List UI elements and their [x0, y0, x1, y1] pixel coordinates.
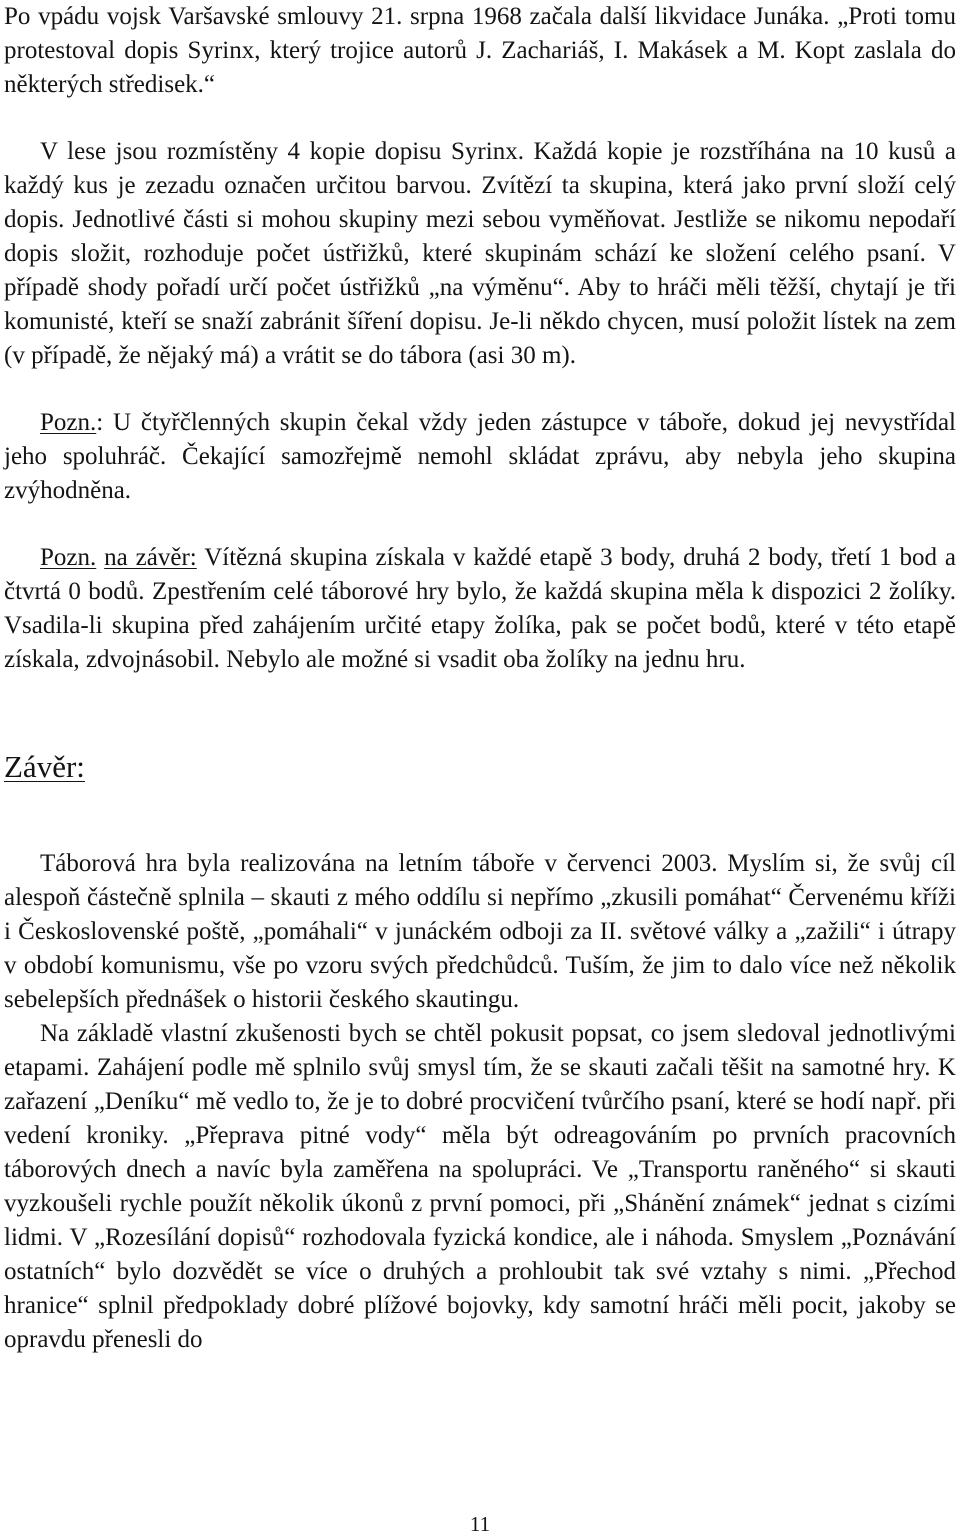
paragraph-syrinx-history: Po vpádu vojsk Varšavské smlouvy 21. srpna 1968 začala další likvidace Junáka. „Proti tomu protestoval dopis Syrinx, který trojice autorů J. Zachariáš, I. Makásek a M. Kopt zaslala do některých středisek.“	[4, 3, 956, 98]
note-text: : U čtyřčlenných skupin čekal vždy jeden zástupce v táboře, dokud jej nevystřídal jeho spoluhráč. Čekající samozřejmě nemohl skládat zprávu, aby nebyla jeho skupina zvýhodněna.	[4, 409, 956, 504]
note-label-conclusion: na závěr:	[104, 544, 197, 571]
page-number: 11	[469, 1512, 491, 1536]
section-heading-conclusion: Závěr:	[4, 749, 85, 784]
spacer	[4, 102, 956, 135]
paragraph-conclusion-stages: Na základě vlastní zkušenosti bych se chtěl pokusit popsat, co jsem sledoval jednotlivými etapami. Zahájení podle mě splnilo svůj smysl tím, že se skauti začali těšit na samotné hry. K zařazení „Deníku“ mě vedlo to, že je to dobré procvičení tvůrčího psaní, které se hodí např. při vedení kroniky. „Přeprava pitné vody“ měla být odreagováním po prvních pracovních táborových dnech a navíc byla zaměřena na spolupráci. Ve „Transportu raněného“ si skauti vyzkoušeli rychle použít několik úkonů z první pomoci, při „Shánění známek“ jednat s cizími lidmi. V „Rozesílání dopisů“ rozhodovala fyzická kondice, ale i náhoda. Smyslem „Poznávání ostatních“ bylo dozvědět se více o druhých a prohloubit tak své vztahy s nimi. „Přechod hranice“ splnil předpoklady dobré plížové bojovky, kdy samotní hráči měli pocit, jakoby se opravdu přenesli do	[4, 1020, 956, 1353]
note-label: Pozn.	[40, 409, 97, 436]
spacer	[4, 508, 956, 541]
document-page	[4, 0, 956, 1357]
spacer	[4, 677, 956, 747]
spacer	[4, 787, 956, 847]
note-text: Vítězná skupina získala v každé etapě 3 body, druhá 2 body, třetí 1 bod a čtvrtá 0 bodů. Zpestřením celé táborové hry bylo, že každá skupina měla k dispozici 2 žolíky. Vsadila-li skupina před zahájením určité etapy žolíka, pak se počet bodů, které v této etapě získala, zdvojnásobil. Nebylo ale možné si vsadit oba žolíky na jednu hru.	[4, 544, 957, 673]
paragraph-note-scoring	[4, 541, 956, 677]
note-label: Pozn.	[40, 544, 97, 571]
spacer	[4, 373, 956, 406]
paragraph-conclusion-summary: Táborová hra byla realizována na letním táboře v červenci 2003. Myslím si, že svůj cíl alespoň částečně splnila – skauti z mého oddílu si nepřímo „zkusili pomáhat“ Červenému kříži i Československé poště, „pomáhali“ v junáckém odboji za II. světové války a „zažili“ i útrapy v období komunismu, vše po vzoru svých předchůdců. Tuším, že jim to dalo více než několik sebelepších přednášek o historii českého skautingu.	[4, 850, 956, 1013]
paragraph-game-rules: V lese jsou rozmístěny 4 kopie dopisu Syrinx. Každá kopie je rozstříhána na 10 kusů a každý kus je zezadu označen určitou barvou. Zvítězí ta skupina, která jako první složí celý dopis. Jednotlivé části si mohou skupiny mezi sebou vyměňovat. Jestliže se nikomu nepodaří dopis složit, rozhoduje počet ústřižků, které skupinám schází ke složení celého psaní. V případě shody pořadí určí počet ústřižků „na výměnu“. Aby to hráči měli těžší, chytají je tři komunisté, kteří se snaží zabránit šíření dopisu. Je-li někdo chycen, musí položit lístek na zem (v případě, že nějaký má) a vrátit se do tábora (asi 30 m).	[4, 138, 956, 369]
paragraph-note-groups	[4, 406, 956, 508]
